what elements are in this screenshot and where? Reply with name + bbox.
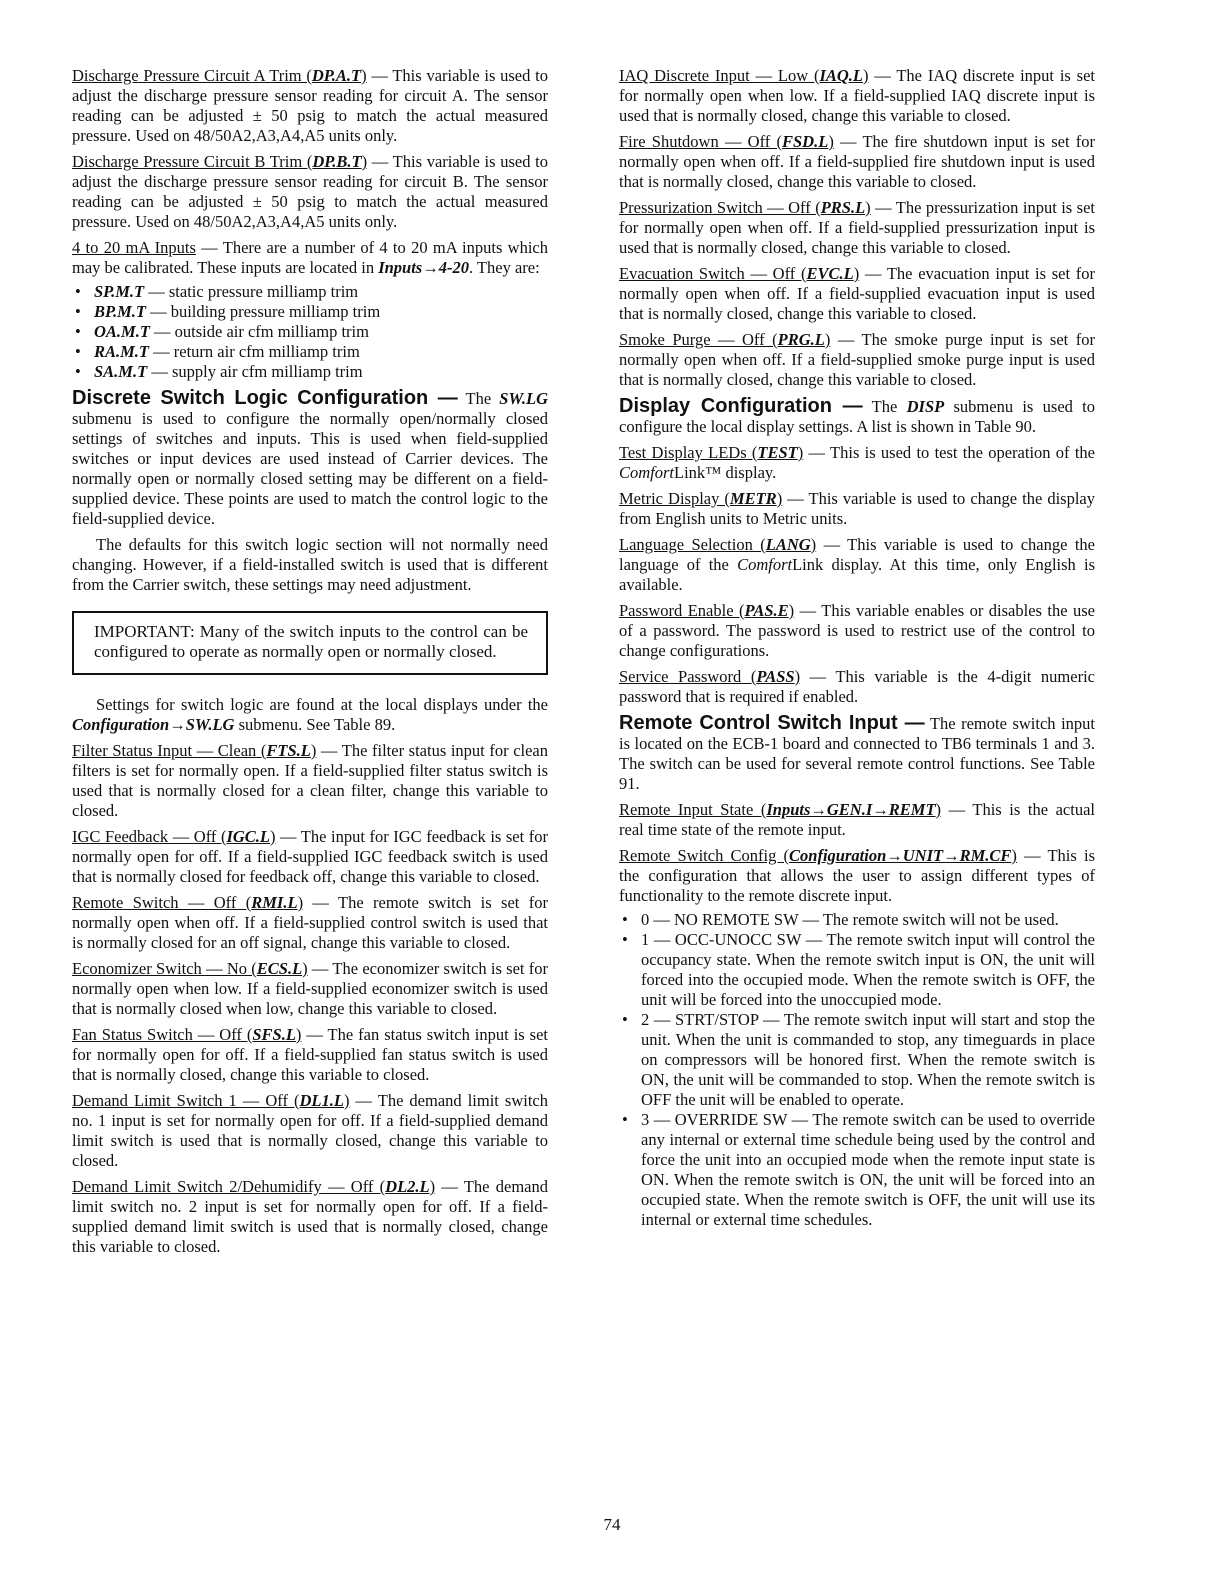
fsd-paragraph: Fire Shutdown — Off (FSD.L) — The fire shutdown input is set for normally open when off. If a field-supplied fire shutdown input is used that is normally closed, change this variable to closed. [619, 132, 1095, 191]
ecs-paragraph: Economizer Switch — No (ECS.L) — The economizer switch is set for normally open when low. If a field-supplied economizer switch is used that is normally closed when low, change this variable to closed. [72, 959, 548, 1018]
dpbt-paragraph: Discharge Pressure Circuit B Trim (DP.B.T) — This variable is used to adjust the discharge pressure sensor reading for circuit B. The sensor reading can be adjusted ± 50 psig to match the actual measured pressure. Used on 48/50A2,A3,A4,A5 units only. [72, 152, 548, 231]
dslc-heading: Discrete Switch Logic Configuration — [72, 387, 458, 409]
dslc-paragraph: Discrete Switch Logic Configuration — The SW.LG submenu is used to configure the normally open/normally closed settings of switches and inputs. This is used when field-supplied switches or input devices are used instead of Carrier devices. The normally open or normally closed setting may be different on a field-supplied device. These points are used to match the control logic to the field-supplied device. [72, 387, 549, 528]
list-item: • SP.M.T — static pressure milliamp trim [72, 282, 548, 302]
dpat-title: Discharge Pressure Circuit A Trim (DP.A.T) [72, 66, 367, 85]
pase-paragraph: Password Enable (PAS.E) — This variable enables or disables the use of a password. The password is used to restrict use of the control to change configurations. [619, 601, 1096, 660]
page-number: 74 [603, 1515, 621, 1534]
prs-paragraph: Pressurization Switch — Off (PRS.L) — The pressurization input is set for normally open when off. If a field-supplied pressurization input is used that is normally closed, change this variable to closed. [619, 198, 1095, 257]
list-item: • 1 — OCC-UNOCC SW — The remote switch input will control the occupancy state. When the remote switch input is ON, the unit will forced into the occupied mode. When the remote switch is OFF, the unit will be forced into the unoccupied mode. [619, 930, 1095, 1010]
settings-paragraph: Settings for switch logic are found at the local displays under the Configuration→SW.LG submenu. See Table 89. [72, 695, 548, 734]
dl2-paragraph: Demand Limit Switch 2/Dehumidify — Off (DL2.L) — The demand limit switch no. 2 input is set for normally open for off. If a field-supplied demand limit switch is used that is normally closed, change this variable to closed. [72, 1177, 548, 1256]
list-item: • 3 — OVERRIDE SW — The remote switch can be used to override any internal or external time schedule being used by the control and force the unit into an occupied mode when the remote input state is ON. When the remote switch is ON, the unit will be forced into an occupied state. When the remote switch is OFF, the unit will use its internal or external time schedules. [619, 1110, 1095, 1230]
defaults-paragraph: The defaults for this switch logic section will not normally need changing. However, if a field-installed switch is used that is different from the Carrier switch, these settings may need adjustment. [72, 535, 548, 594]
inputs-menu-path: Inputs→4-20 [378, 258, 469, 277]
list-item: • SA.M.T — supply air cfm milliamp trim [72, 362, 548, 382]
prg-paragraph: Smoke Purge — Off (PRG.L) — The smoke purge input is set for normally open when off. If a field-supplied smoke purge input is used that is normally closed, change this variable to closed. [619, 330, 1095, 389]
test-paragraph: Test Display LEDs (TEST) — This is used to test the operation of the ComfortLink™ display. [619, 443, 1095, 482]
iaq-paragraph: IAQ Discrete Input — Low (IAQ.L) — The IAQ discrete input is set for normally open when low. If a field-supplied IAQ discrete input is used that is normally closed, change this variable to closed. [619, 66, 1095, 125]
fts-paragraph: Filter Status Input — Clean (FTS.L) — The filter status input for clean filters is set for normally open. If a field-supplied filter status switch is used that is normally closed for a clean filter, change this variable to closed. [72, 741, 549, 820]
remote-state-paragraph: Remote Input State (Inputs→GEN.I→REMT) — This is the actual real time state of the remote input. [619, 800, 1095, 839]
pass-paragraph: Service Password (PASS) — This variable is the 4-digit numeric password that is required if enabled. [619, 667, 1095, 706]
remote-config-paragraph: Remote Switch Config (Configuration→UNIT→RM.CF) — This is the configuration that allows the user to assign different types of functionality to the remote discrete input. [619, 846, 1096, 905]
important-note-box: IMPORTANT: Many of the switch inputs to the control can be configured to operate as normally open or normally closed. [72, 611, 548, 675]
right-column [619, 66, 1095, 1236]
list-item: • 0 — NO REMOTE SW — The remote switch will not be used. [619, 910, 1095, 930]
dpbt-title: Discharge Pressure Circuit B Trim (DP.B.T) [72, 152, 368, 171]
metr-paragraph: Metric Display (METR) — This variable is used to change the display from English units to Metric units. [619, 489, 1095, 528]
config-menu-path: Configuration→SW.LG [72, 715, 235, 734]
display-config-paragraph: Display Configuration — The DISP submenu is used to configure the local display settings. A list is shown in Table 90. [619, 395, 1096, 436]
evc-paragraph: Evacuation Switch — Off (EVC.L) — The evacuation input is set for normally open when off. If a field-supplied evacuation input is used that is normally closed, change this variable to closed. [619, 264, 1096, 323]
rmi-paragraph: Remote Switch — Off (RMI.L) — The remote switch is set for normally open when off. If a field-supplied control switch is used that is normally closed for an off signal, change this variable to closed. [72, 893, 548, 952]
lang-paragraph: Language Selection (LANG) — This variable is used to change the language of the ComfortLink display. At this time, only English is available. [619, 535, 1095, 594]
list-item: • BP.M.T — building pressure milliamp trim [72, 302, 548, 322]
trim-list [72, 282, 548, 382]
list-item: • OA.M.T — outside air cfm milliamp trim [72, 322, 548, 342]
list-item: • 2 — STRT/STOP — The remote switch input will start and stop the unit. When the unit is commanded to stop, any timeguards in place on compressors will be honored first. When the remote switch is ON, the unit will be commanded to stop. When the remote switch is OFF the unit will be enabled to operate. [619, 1010, 1095, 1110]
list-item: • RA.M.T — return air cfm milliamp trim [72, 342, 548, 362]
ma-inputs-title: 4 to 20 mA Inputs [72, 238, 196, 257]
remote-control-heading: Remote Control Switch Input — [619, 712, 925, 734]
left-column [72, 66, 548, 1263]
sfs-paragraph: Fan Status Switch — Off (SFS.L) — The fan status switch input is set for normally open for off. If a field-supplied fan status switch is used that is normally closed, change this variable to closed. [72, 1025, 548, 1084]
igc-paragraph: IGC Feedback — Off (IGC.L) — The input for IGC feedback is set for normally open for off. If a field-supplied IGC feedback switch is used that is normally closed for feedback off, change this variable to closed. [72, 827, 548, 886]
display-config-heading: Display Configuration — [619, 395, 863, 417]
remote-options-list [619, 910, 1095, 1230]
dl1-paragraph: Demand Limit Switch 1 — Off (DL1.L) — The demand limit switch no. 1 input is set for normally open for off. If a field-supplied demand limit switch is used that is normally closed, change this variable to closed. [72, 1091, 548, 1170]
ma-inputs-paragraph: 4 to 20 mA Inputs — There are a number of 4 to 20 mA inputs which may be calibrated. These inputs are located in Inputs→4-20. They are: [72, 238, 548, 277]
dpat-paragraph: Discharge Pressure Circuit A Trim (DP.A.T) — This variable is used to adjust the discharge pressure sensor reading for circuit A. The sensor reading can be adjusted ± 50 psig to match the actual measured pressure. Used on 48/50A2,A3,A4,A5 units only. [72, 66, 548, 145]
remote-control-paragraph: Remote Control Switch Input — The remote switch input is located on the ECB-1 board and connected to TB6 terminals 1 and 3. The switch can be used for several remote control functions. See Table 91. [619, 712, 1095, 793]
